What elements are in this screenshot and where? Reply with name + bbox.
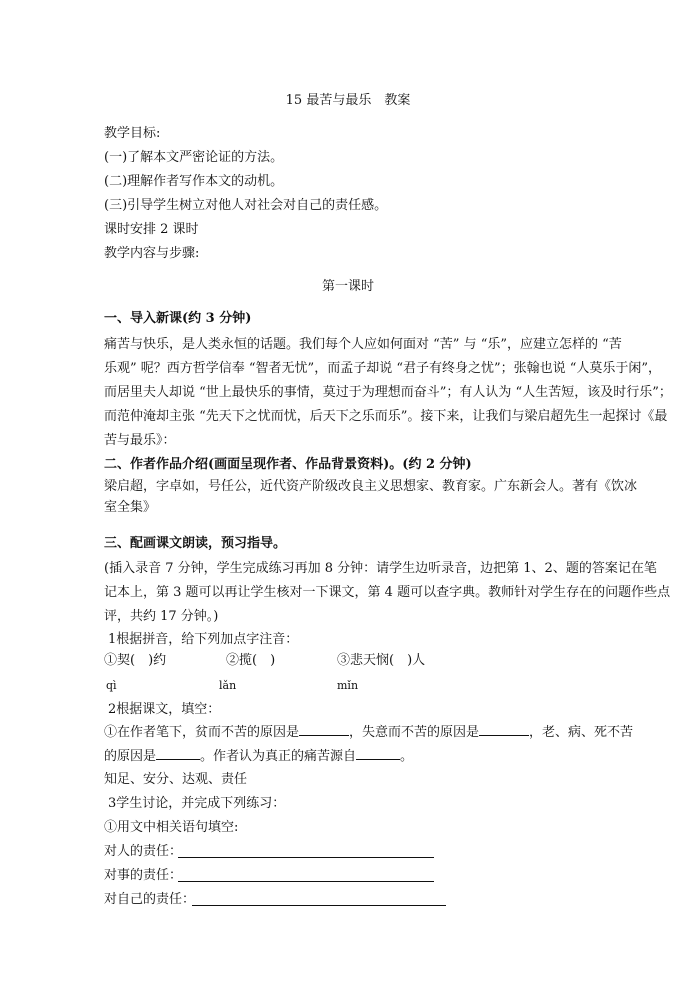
answer-blank[interactable]: [479, 721, 529, 736]
question2-text: ①在作者笔下，贫而不苦的原因是: [104, 725, 300, 740]
section1-paragraph-line: 乐观” 呢？西方哲学信奉 “智者无忧”，而孟子却说 “君子有终身之忧”；张翰也说 “人莫乐于闲”，: [104, 361, 662, 376]
answer-options: 知足、安分、达观、责任: [104, 772, 248, 787]
responsibility-label: 对自己的责任：: [104, 892, 196, 907]
section3-paragraph-line: 记本上，第 3 题可以再让学生核对一下课文，第 4 题可以查字典。教师针对学生存在的问题作些点: [104, 585, 671, 600]
question2-text: 。: [400, 749, 414, 764]
question2-text: ，失意而不苦的原因是: [349, 725, 480, 740]
section3-paragraph-line: 评，共约 17 分钟。): [104, 609, 219, 624]
responsibility-label: 对人的责任：: [104, 844, 183, 859]
pinyin-hint: lǎn: [219, 679, 237, 692]
section1-paragraph-line: 而范仲淹却主张 “先天下之忧而忧，后天下之乐而乐”。接下来，让我们与梁启超先生一起探讨《最: [104, 409, 668, 424]
section1-paragraph-line: 痛苦与快乐，是人类永恒的话题。我们每个人应如何面对 “苦” 与 “乐”，应建立怎样的 “苦: [104, 337, 622, 352]
content-heading: 教学内容与步骤:: [104, 246, 200, 261]
question2-text: 。作者认为真正的痛苦源自: [200, 749, 357, 764]
question2-line: [104, 745, 413, 768]
answer-blank[interactable]: [299, 721, 349, 736]
question2-line: [104, 721, 633, 744]
lesson-title: 第一课时: [321, 279, 374, 294]
question2-prompt: 2根据课文，填空：: [108, 702, 221, 717]
section2-heading: 二、作者作品介绍(画面呈现作者、作品背景资料)。(约 2 分钟): [104, 457, 472, 472]
answer-line[interactable]: [178, 881, 434, 882]
document-title: 15 最苦与最乐 教案: [285, 93, 411, 108]
question2-text: 的原因是: [104, 749, 157, 764]
answer-blank[interactable]: [156, 745, 200, 760]
question1-item: ②揽( ): [226, 653, 276, 668]
answer-line[interactable]: [192, 905, 446, 906]
section1-paragraph-line: 而居里夫人却说 “世上最快乐的事情，莫过于为理想而奋斗”；有人认为 “人生苦短，该及时行乐”；: [104, 385, 672, 400]
section2-paragraph-line: 梁启超，字卓如，号任公，近代资产阶级改良主义思想家、教育家。广东新会人。著有《饮冰: [104, 479, 638, 494]
section2-paragraph-line: 室全集》: [104, 500, 157, 515]
question3-subprompt: ①用文中相关语句填空:: [104, 820, 239, 835]
question2-text: ，老、病、死不苦: [529, 725, 634, 740]
goal-item: (二)理解作者写作本文的动机。: [104, 174, 284, 189]
schedule-text: 课时安排 2 课时: [104, 222, 199, 237]
responsibility-label: 对事的责任：: [104, 868, 183, 883]
pinyin-hint: qì: [106, 679, 117, 692]
section1-paragraph-line: 苦与最乐》：: [104, 433, 176, 448]
goals-heading: 教学目标:: [104, 126, 161, 141]
section3-heading: 三、配画课文朗读，预习指导。: [104, 536, 287, 551]
pinyin-hint: mǐn: [337, 679, 359, 692]
section1-heading: 一、导入新课(约 3 分钟): [104, 311, 252, 326]
answer-blank[interactable]: [356, 745, 400, 760]
goal-item: (三)引导学生树立对他人对社会对自己的责任感。: [104, 198, 388, 213]
question1-item: ①契( )约: [104, 653, 167, 668]
question1-item: ③悲天悯( )人: [337, 653, 426, 668]
goal-item: (一)了解本文严密论证的方法。: [104, 150, 284, 165]
section3-paragraph-line: (插入录音 7 分钟，学生完成练习再加 8 分钟：请学生边听录音，边把第 1、2、题的答案记在笔: [104, 561, 657, 576]
answer-line[interactable]: [178, 857, 434, 858]
question3-prompt: 3学生讨论，并完成下列练习：: [108, 796, 286, 811]
question1-prompt: 1根据拼音，给下列加点字注音：: [108, 632, 299, 647]
